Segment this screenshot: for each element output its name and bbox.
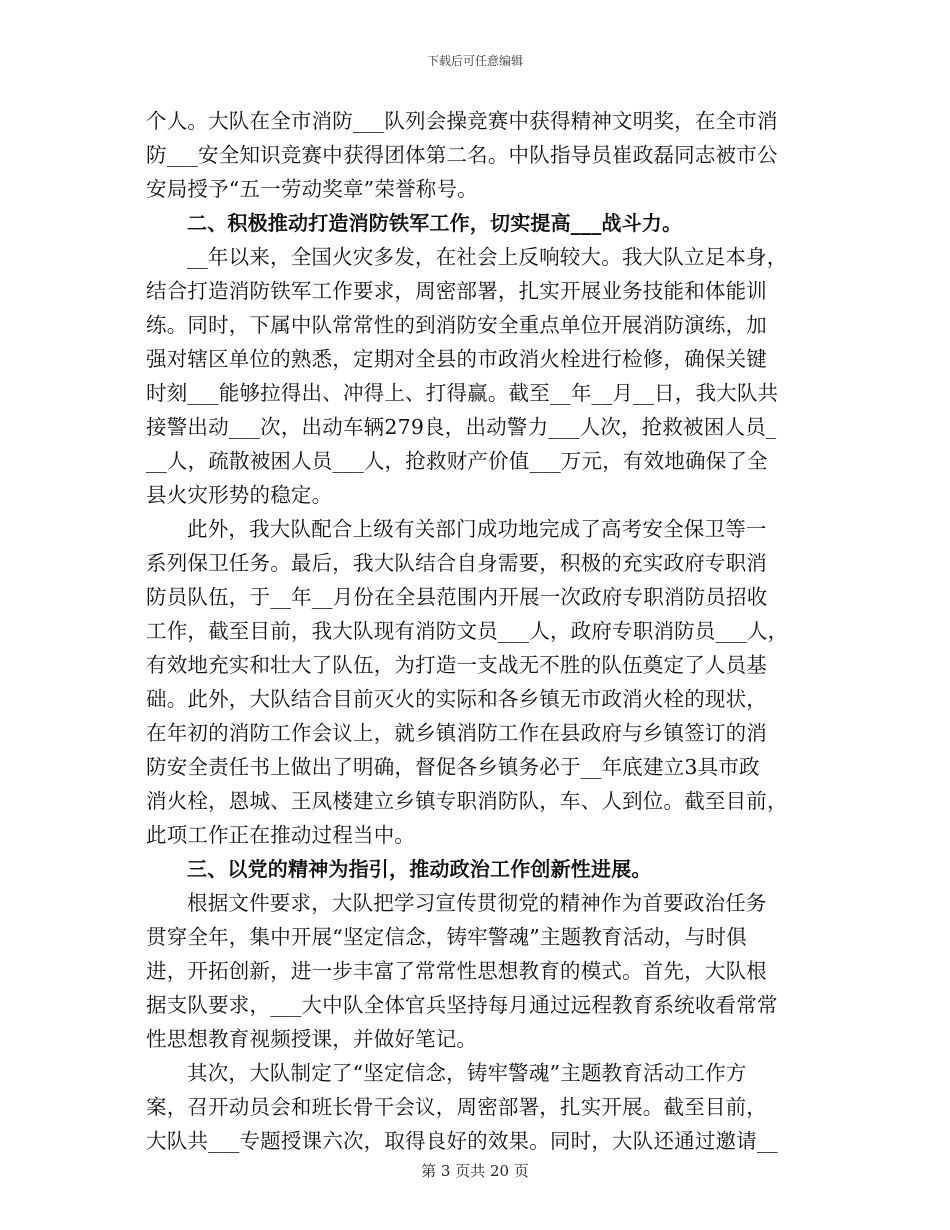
- paragraph-line: 消火栓，恩城、王凤楼建立乡镇专职消防队，车、人到位。截至目前，: [146, 789, 788, 813]
- section-heading-2: 二、积极推动打造消防铁军工作，切实提高___战斗力。: [187, 211, 683, 235]
- paragraph-line: 防安全责任书上做出了明确，督促各乡镇务必于__年底建立3具市政: [146, 755, 760, 779]
- paragraph-line: 防员队伍，于__年__月份在全县范围内开展一次政府专职消防员招收: [146, 585, 768, 609]
- paragraph-line: 结合打造消防铁军工作要求，周密部署，扎实开展业务技能和体能训: [146, 279, 767, 303]
- paragraph-line: 强对辖区单位的熟悉，定期对全县的市政消火栓进行检修，确保关键: [146, 347, 767, 371]
- paragraph-line: 时刻___能够拉得出、冲得上、打得赢。截至__年__月__日，我大队共: [146, 381, 779, 405]
- paragraph-line: 大队共___专题授课六次，取得良好的效果。同时，大队还通过邀请__: [146, 1129, 778, 1153]
- paragraph-line: 础。此外，大队结合目前灭火的实际和各乡镇无市政消火栓的现状，: [146, 687, 767, 711]
- paragraph-line: 工作，截至目前，我大队现有消防文员___人，政府专职消防员___人，: [146, 619, 789, 643]
- paragraph-line: 防___安全知识竞赛中获得团体第二名。中队指导员崔政磊同志被市公: [146, 143, 778, 167]
- paragraph-line: 此外，我大队配合上级有关部门成功地完成了高考安全保卫等一: [187, 517, 767, 541]
- paragraph-line: 有效地充实和壮大了队伍，为打造一支战无不胜的队伍奠定了人员基: [146, 653, 767, 677]
- document-body: [146, 104, 806, 1158]
- paragraph-line: 根据文件要求，大队把学习宣传贯彻党的精神作为首要政治任务: [187, 891, 767, 915]
- page-number: 第 3 页共 20 页: [421, 1162, 529, 1180]
- paragraph-line: 性思想教育视频授课，并做好笔记。: [146, 1027, 478, 1051]
- paragraph-line: 贯穿全年，集中开展“坚定信念，铸牢警魂”主题教育活动，与时俱: [146, 925, 747, 949]
- paragraph-line: 此项工作正在推动过程当中。: [146, 823, 416, 847]
- paragraph-line: 接警出动___次，出动车辆279良，出动警力___人次，抢救被困人员_: [146, 415, 777, 439]
- paragraph-line: 在年初的消防工作会议上，就乡镇消防工作在县政府与乡镇签订的消: [146, 721, 767, 745]
- paragraph-line: 练。同时，下属中队常常性的到消防安全重点单位开展消防演练，加: [146, 313, 767, 337]
- paragraph-line: __人，疏散被困人员___人，抢救财产价值___万元，有效地确保了全: [146, 449, 768, 473]
- page-header: 下载后可任意编辑: [426, 54, 523, 68]
- paragraph-line: __年以来，全国火灾多发，在社会上反响较大。我大队立足本身，: [187, 245, 788, 269]
- paragraph-line: 个人。大队在全市消防___队列会操竞赛中获得精神文明奖，在全市消: [146, 109, 778, 133]
- paragraph-line: 进，开拓创新，进一步丰富了常常性思想教育的模式。首先，大队根: [146, 959, 767, 983]
- paragraph-line: 其次，大队制定了“坚定信念，铸牢警魂”主题教育活动工作方: [187, 1061, 747, 1085]
- paragraph-line: 案，召开动员会和班长骨干会议，周密部署，扎实开展。截至目前，: [146, 1095, 767, 1119]
- paragraph-line: 县火灾形势的稳定。: [146, 483, 333, 507]
- paragraph-line: 据支队要求，___大中队全体官兵坚持每月通过远程教育系统收看常常: [146, 993, 778, 1017]
- section-heading-3: 三、以党的精神为指引，推动政治工作创新性进展。: [187, 857, 652, 881]
- paragraph-line: 安局授予“五一劳动奖章”荣誉称号。: [146, 177, 478, 201]
- paragraph-line: 系列保卫任务。最后，我大队结合自身需要，积极的充实政府专职消: [146, 551, 767, 575]
